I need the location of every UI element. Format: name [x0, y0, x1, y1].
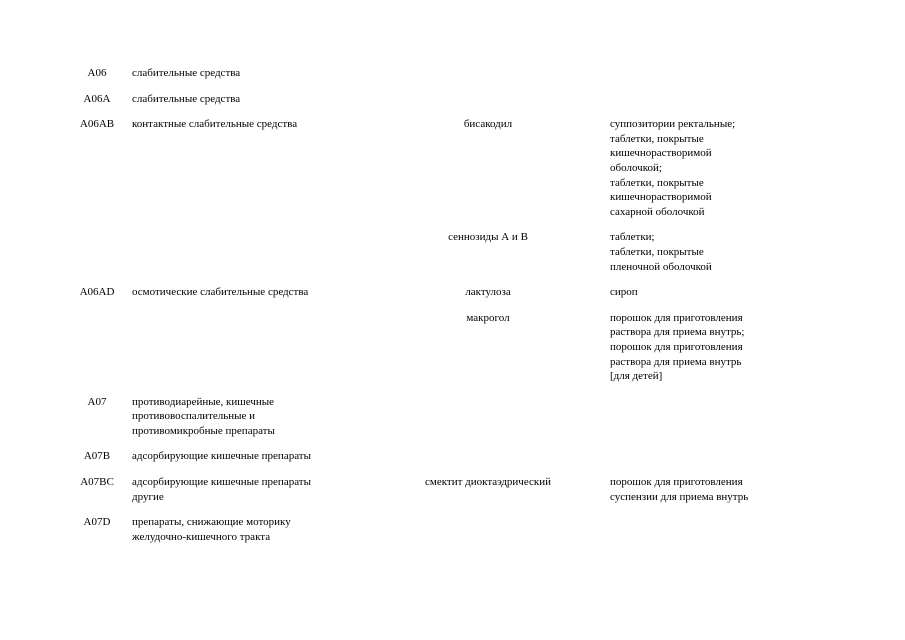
- drug-name: [372, 395, 604, 450]
- anatomical-group-name: [126, 515, 372, 555]
- dosage-form: [604, 66, 794, 92]
- dosage-form: [604, 449, 794, 475]
- table-row: [68, 449, 794, 475]
- form-line: порошок для приготовления: [610, 311, 743, 324]
- anatomical-group-name: [126, 117, 372, 230]
- table-row: [68, 395, 794, 450]
- drug-name: сеннозиды А и В: [448, 231, 528, 244]
- form-line: кишечнорастворимой: [610, 147, 712, 160]
- table-row: [68, 66, 794, 92]
- table-row: [68, 92, 794, 118]
- dosage-form: [604, 311, 794, 395]
- dosage-form: [604, 117, 794, 230]
- dosage-form: [604, 285, 794, 311]
- drug-name: [372, 66, 604, 92]
- form-line: порошок для приготовления: [610, 340, 743, 353]
- name-line: противомикробные препараты: [132, 424, 275, 437]
- atc-code: A06AD: [79, 286, 115, 299]
- drug-classification-table: [68, 66, 794, 555]
- form-line: пленочной оболочкой: [610, 260, 712, 273]
- atc-code: A07BC: [80, 476, 114, 489]
- name-line: другие: [132, 490, 164, 503]
- name-line: осмотические слабительные средства: [132, 286, 309, 299]
- form-line: сироп: [610, 286, 638, 299]
- form-line: сахарной оболочкой: [610, 205, 705, 218]
- dosage-form: [604, 515, 794, 555]
- form-line: таблетки, покрытые: [610, 176, 704, 189]
- form-line: таблетки, покрытые: [610, 132, 704, 145]
- table-row: [68, 311, 794, 395]
- anatomical-group-name: [126, 475, 372, 515]
- form-line: [для детей]: [610, 370, 663, 383]
- anatomical-group-name: [126, 285, 372, 311]
- name-line: противодиарейные, кишечные: [132, 395, 275, 408]
- table-row: [68, 515, 794, 555]
- atc-code: A06: [87, 67, 107, 79]
- name-line: препараты, снижающие моторику: [132, 516, 291, 529]
- dosage-form: [604, 475, 794, 515]
- drug-name: [372, 92, 604, 118]
- atc-code: A06A: [83, 92, 111, 105]
- atc-code: [68, 311, 126, 395]
- anatomical-group-name: [126, 395, 372, 450]
- table-row: [68, 230, 794, 285]
- name-line: слабительные средства: [132, 92, 241, 105]
- drug-name: [372, 449, 604, 475]
- atc-code: [68, 230, 126, 285]
- anatomical-group-name: [126, 66, 372, 92]
- table-row: [68, 475, 794, 515]
- table-body: [68, 66, 794, 555]
- anatomical-group-name: [126, 449, 372, 475]
- drug-name: [372, 515, 604, 555]
- form-line: таблетки, покрытые: [610, 245, 704, 258]
- anatomical-group-name: [126, 230, 372, 285]
- form-line: суспензии для приема внутрь: [610, 490, 749, 503]
- form-line: порошок для приготовления: [610, 476, 743, 489]
- form-line: суппозитории ректальные;: [610, 118, 736, 131]
- name-line: желудочно-кишечного тракта: [132, 530, 271, 543]
- atc-code: A07: [87, 395, 107, 408]
- atc-code: A07B: [83, 450, 111, 463]
- drug-name: лактулоза: [465, 286, 511, 299]
- table-row: [68, 285, 794, 311]
- atc-code: A06AB: [79, 118, 115, 131]
- atc-code: A07D: [83, 516, 111, 529]
- drug-name: макрогол: [466, 311, 510, 324]
- form-line: раствора для приема внутрь: [610, 355, 742, 368]
- name-line: адсорбирующие кишечные препараты: [132, 450, 311, 463]
- name-line: контактные слабительные средства: [132, 118, 298, 131]
- table-row: [68, 117, 794, 230]
- anatomical-group-name: [126, 92, 372, 118]
- form-line: кишечнорастворимой: [610, 191, 712, 204]
- form-line: оболочкой;: [610, 161, 662, 174]
- dosage-form: [604, 92, 794, 118]
- name-line: адсорбирующие кишечные препараты: [132, 476, 311, 489]
- dosage-form: [604, 230, 794, 285]
- name-line: противовоспалительные и: [132, 410, 256, 423]
- dosage-form: [604, 395, 794, 450]
- drug-name: смектит диоктаэдрический: [424, 476, 551, 489]
- anatomical-group-name: [126, 311, 372, 395]
- name-line: слабительные средства: [132, 67, 241, 79]
- drug-name: бисакодил: [463, 118, 513, 131]
- form-line: таблетки;: [610, 231, 655, 244]
- form-line: раствора для приема внутрь;: [610, 326, 745, 339]
